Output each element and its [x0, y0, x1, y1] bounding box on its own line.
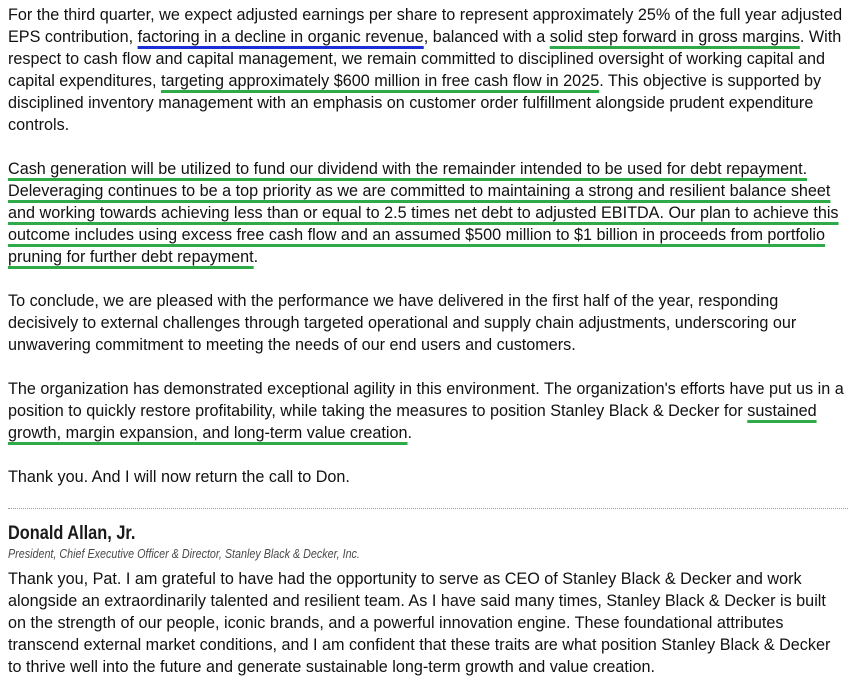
text-run: . This objective is supported by disciplined inventory management with an emphasis on customer order fulfillment alongside prudent expenditure controls.	[8, 72, 822, 134]
text-run: .	[407, 424, 413, 442]
paragraph-conclusion	[8, 290, 848, 356]
paragraph-third-quarter-outlook	[8, 4, 848, 136]
speaker-name: Donald Allan, Jr.	[8, 523, 136, 544]
transcript-page	[8, 4, 848, 700]
section-divider	[8, 508, 848, 509]
text-run: .	[253, 248, 259, 266]
text-run: Thank you. And I will now return the call to Don.	[8, 468, 350, 486]
speaker-title: President, Chief Executive Officer & Director, Stanley Black & Decker, Inc.	[8, 547, 360, 561]
text-run: The organization has demonstrated exceptional agility in this environment. The organization's efforts have put us in a position to quickly restore profitability, while taking the measures to position Stanley Black & Decker for	[8, 380, 844, 420]
paragraph-ceo-remarks	[8, 568, 848, 678]
highlighted-phrase: targeting approximately $600 million in free cash flow in 2025	[160, 72, 600, 90]
text-run: Thank you, Pat. I am grateful to have had the opportunity to serve as CEO of Stanley Black & Decker and work alongside an extraordinarily talented and resilient team. As I have said many times, Stanley Black & Decker is built on the strength of our people, iconic brands, and a powerful innovation engine. These foundational attributes transcend external market conditions, and I am confident that these traits are what position Stanley Black & Decker to thrive well into the future and generate sustainable long-term growth and value creation.	[8, 570, 831, 676]
highlighted-phrase: solid step forward in gross margins	[549, 28, 800, 46]
text-run: , balanced with a	[423, 28, 550, 46]
highlighted-phrase: Cash generation will be utilized to fund our dividend with the remainder intended to be used for debt repayment. Deleveraging continues to be a top priority as we are committed to maintaining a strong and resilient balance sheet and working towards achieving less than or equal to 2.5 times net debt to adjusted EBITDA. Our plan to achieve this outcome includes using excess free cash flow and an assumed $500 million to $1 billion in proceeds from portfolio pruning for further debt repayment	[8, 160, 839, 266]
paragraph-cash-generation	[8, 158, 848, 268]
paragraph-organization-agility	[8, 378, 848, 444]
text-run: For the third quarter, we expect adjusted earnings per share to represent approximately 25% of the full year adjusted EPS contribution,	[8, 6, 843, 46]
highlighted-phrase: sustained growth, margin expansion, and long-term value creation	[8, 402, 817, 442]
paragraph-return-call	[8, 466, 848, 488]
highlighted-phrase: factoring in a decline in organic revenue	[137, 28, 424, 46]
text-run: To conclude, we are pleased with the performance we have delivered in the first half of the year, responding decisively to external challenges through targeted operational and supply chain adjustments, underscoring our unwavering commitment to meeting the needs of our end users and customers.	[8, 292, 797, 354]
text-run: . With respect to cash flow and capital management, we remain committed to disciplined oversight of working capital and capital expenditures,	[8, 28, 842, 90]
